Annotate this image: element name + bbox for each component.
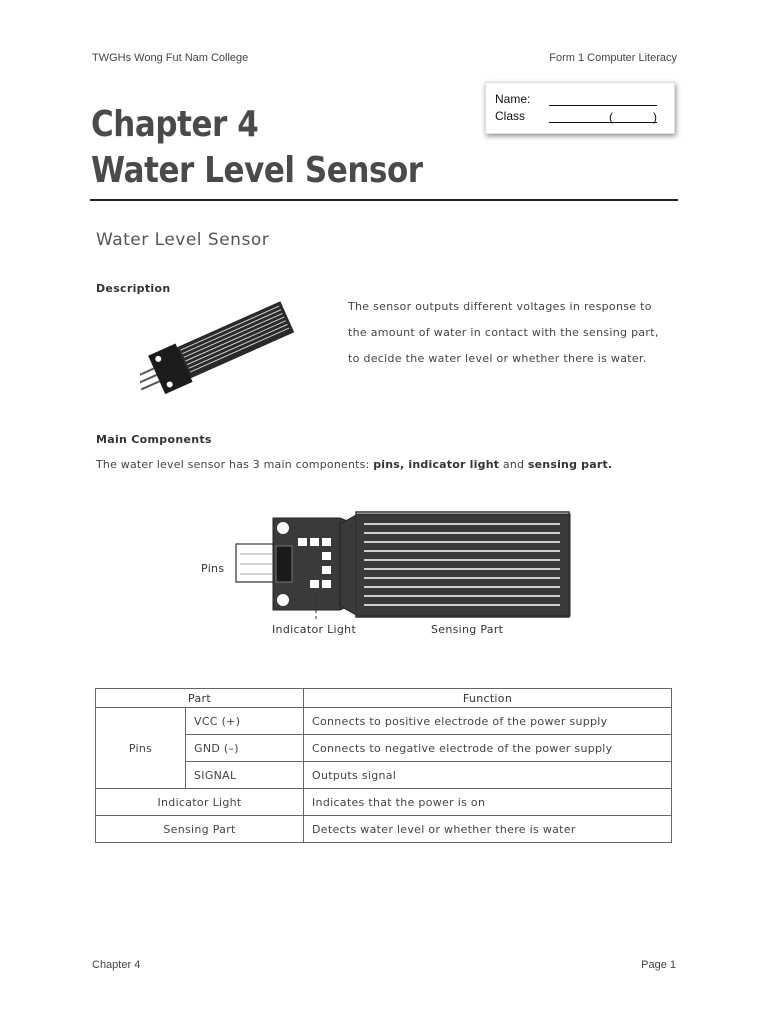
chapter-title: Chapter 4: [91, 104, 259, 145]
table-row: [96, 816, 672, 843]
table-header-part: Part: [96, 689, 304, 708]
pins-cell: Pins: [96, 708, 186, 789]
footer-chapter: Chapter 4: [92, 959, 141, 971]
page-title: Water Level Sensor: [91, 150, 423, 191]
header-school: TWGHs Wong Fut Nam College: [92, 52, 249, 64]
section-title: Water Level Sensor: [96, 230, 270, 250]
pin-function: Connects to positive electrode of the power supply: [304, 708, 672, 735]
pin-name: GND (–): [186, 735, 304, 762]
components-intro: The water level sensor has 3 main components: pins, indicator light and sensing part.: [96, 458, 613, 471]
description-line-1: The sensor outputs different voltages in response to: [348, 300, 652, 313]
pin-function: Outputs signal: [304, 762, 672, 789]
footer-page-number: Page 1: [641, 959, 676, 971]
name-class-box: [485, 82, 675, 134]
pin-function: Connects to negative electrode of the power supply: [304, 735, 672, 762]
class-label: Class: [495, 109, 526, 123]
paren-open: (: [609, 110, 613, 124]
description-line-2: the amount of water in contact with the sensing part,: [348, 326, 659, 339]
components-table: [95, 688, 672, 843]
sensor-photo: [140, 300, 305, 400]
table-row: [96, 708, 672, 735]
class-line[interactable]: [549, 110, 657, 123]
paren-close: ): [653, 110, 657, 124]
table-row: [96, 789, 672, 816]
name-label: Name:: [495, 92, 531, 106]
name-line[interactable]: [549, 94, 657, 106]
header-course: Form 1 Computer Literacy: [549, 52, 677, 64]
pin-name: SIGNAL: [186, 762, 304, 789]
table-header-function: Function: [304, 689, 672, 708]
part-name: Indicator Light: [96, 789, 304, 816]
title-rule: [90, 199, 678, 201]
part-name: Sensing Part: [96, 816, 304, 843]
components-heading: Main Components: [96, 433, 212, 446]
pin-name: VCC (+): [186, 708, 304, 735]
description-line-3: to decide the water level or whether there is water.: [348, 352, 647, 365]
part-function: Detects water level or whether there is water: [304, 816, 672, 843]
description-heading: Description: [96, 282, 171, 295]
pins-label: Pins: [201, 562, 225, 575]
indicator-light-label: Indicator Light: [272, 623, 357, 636]
sensor-diagram: [230, 508, 575, 620]
part-function: Indicates that the power is on: [304, 789, 672, 816]
sensing-part-label: Sensing Part: [431, 623, 504, 636]
table-header-row: [96, 689, 672, 708]
